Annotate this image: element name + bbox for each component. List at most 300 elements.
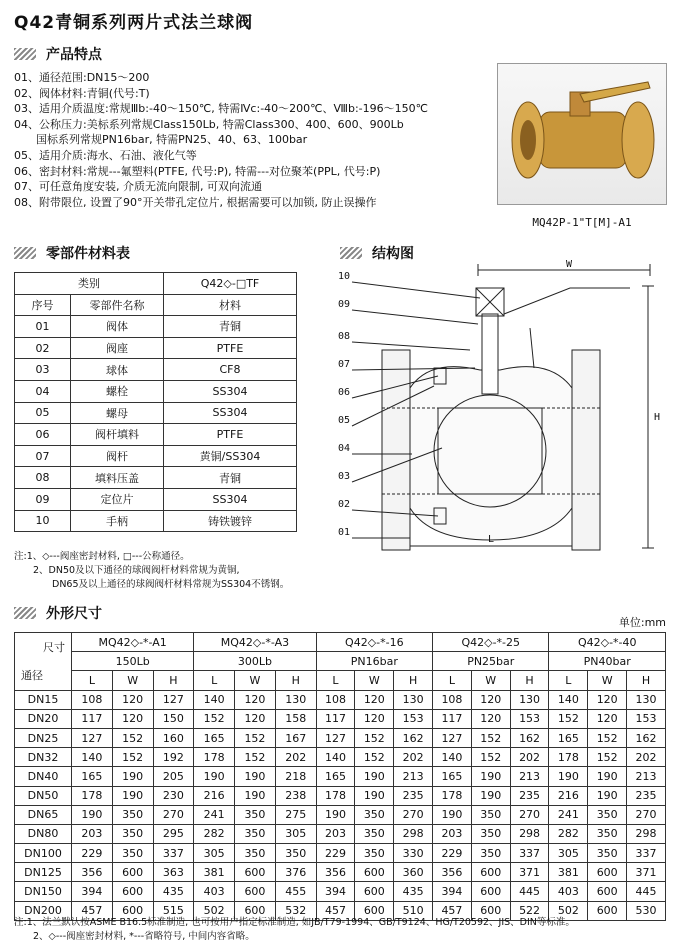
dimension-cell: 394 bbox=[72, 882, 113, 901]
dimension-cell: 190 bbox=[72, 805, 113, 824]
dimension-cell: 235 bbox=[510, 786, 549, 805]
dimension-cell: 350 bbox=[355, 824, 394, 843]
dimension-cell: 178 bbox=[72, 786, 113, 805]
dimension-cell: 295 bbox=[153, 824, 194, 843]
dimension-cell: 270 bbox=[510, 805, 549, 824]
corner-bottom-label: 通径 bbox=[21, 669, 43, 683]
dims-corner-cell bbox=[15, 633, 72, 691]
dimension-cell: 108 bbox=[433, 690, 472, 709]
dimension-cell: 350 bbox=[588, 805, 627, 824]
dimension-cell: 120 bbox=[112, 709, 153, 728]
dimension-cell: 140 bbox=[433, 748, 472, 767]
dimension-cell: 600 bbox=[112, 863, 153, 882]
parts-row bbox=[15, 380, 297, 402]
nominal-size-cell: DN25 bbox=[15, 728, 72, 747]
dimension-notes bbox=[14, 916, 575, 944]
model-code-header: Q42◇-*-25 bbox=[433, 633, 549, 652]
parts-header-model: Q42◇-□TF bbox=[164, 273, 297, 295]
parts-cell: 05 bbox=[15, 402, 71, 424]
dimension-cell: 202 bbox=[394, 748, 433, 767]
dimension-cell: 532 bbox=[275, 901, 316, 920]
dimension-cell: 120 bbox=[112, 690, 153, 709]
parts-cell: CF8 bbox=[164, 359, 297, 381]
dimension-cell: 202 bbox=[275, 748, 316, 767]
dimension-cell: 457 bbox=[72, 901, 113, 920]
dimension-cell: 152 bbox=[471, 728, 510, 747]
page-title: Q42青铜系列两片式法兰球阀 bbox=[14, 13, 254, 33]
note-line: 注:1、法兰默认按ASME B16.5标准制造, 也可按用户指定标准制造, 如JB/T79-1994、GB/T9124、HG/T20592、JIS、DIN等标准。 bbox=[14, 917, 575, 928]
dimension-cell: 162 bbox=[510, 728, 549, 747]
dimension-cell: 203 bbox=[72, 824, 113, 843]
dimension-cell: 192 bbox=[153, 748, 194, 767]
dimension-cell: 356 bbox=[316, 863, 355, 882]
dimension-cell: 153 bbox=[510, 709, 549, 728]
dimension-cell: 165 bbox=[316, 767, 355, 786]
feature-item: 06、密封材料:常规---氟塑料(PTFE, 代号:P), 特需---对位聚苯(PPL, 代号:P) bbox=[14, 164, 381, 178]
parts-table bbox=[14, 272, 297, 532]
dimension-cell: 120 bbox=[355, 690, 394, 709]
dim-sub-header: L bbox=[549, 671, 588, 690]
section-structure-title: 结构图 bbox=[372, 246, 414, 262]
nominal-size-cell: DN50 bbox=[15, 786, 72, 805]
nominal-size-cell: DN125 bbox=[15, 863, 72, 882]
section-features bbox=[14, 44, 102, 64]
dimension-cell: 600 bbox=[355, 882, 394, 901]
parts-cell: 手柄 bbox=[71, 510, 164, 532]
dimension-cell: 381 bbox=[549, 863, 588, 882]
dim-sub-header: L bbox=[72, 671, 113, 690]
dimension-cell: 600 bbox=[471, 882, 510, 901]
dimension-cell: 600 bbox=[471, 901, 510, 920]
dimension-cell: 350 bbox=[471, 844, 510, 863]
dimension-cell: 152 bbox=[588, 728, 627, 747]
dimension-cell: 140 bbox=[549, 690, 588, 709]
model-code-header: Q42◇-*-16 bbox=[316, 633, 432, 652]
section-features-title: 产品特点 bbox=[46, 47, 102, 63]
dimension-cell: 190 bbox=[112, 786, 153, 805]
dimension-cell: 153 bbox=[627, 709, 666, 728]
dimension-cell: 190 bbox=[549, 767, 588, 786]
dimension-cell: 152 bbox=[112, 728, 153, 747]
dimension-cell: 158 bbox=[275, 709, 316, 728]
dim-sub-header: H bbox=[275, 671, 316, 690]
dim-sub-header: L bbox=[433, 671, 472, 690]
dimension-cell: 502 bbox=[194, 901, 235, 920]
unit-label: 单位:mm bbox=[618, 616, 666, 629]
dim-sub-header: L bbox=[194, 671, 235, 690]
dimension-cell: 152 bbox=[235, 728, 276, 747]
dimension-cell: 350 bbox=[235, 805, 276, 824]
nominal-size-cell: DN150 bbox=[15, 882, 72, 901]
dimension-cell: 152 bbox=[471, 748, 510, 767]
parts-cell: SS304 bbox=[164, 380, 297, 402]
dimension-cell: 178 bbox=[549, 748, 588, 767]
dim-sub-header: H bbox=[510, 671, 549, 690]
dimension-cell: 140 bbox=[194, 690, 235, 709]
dimension-cell: 298 bbox=[627, 824, 666, 843]
photo-caption: MQ42P-1"T[M]-A1 bbox=[532, 216, 632, 229]
dims-row bbox=[15, 728, 666, 747]
dimension-cell: 190 bbox=[588, 767, 627, 786]
dimension-cell: 600 bbox=[112, 882, 153, 901]
dimension-cell: 229 bbox=[72, 844, 113, 863]
parts-cell: 螺母 bbox=[71, 402, 164, 424]
dimension-cell: 190 bbox=[112, 767, 153, 786]
parts-header-category: 类别 bbox=[15, 273, 164, 295]
dimension-cell: 394 bbox=[316, 882, 355, 901]
dimension-cell: 600 bbox=[588, 901, 627, 920]
dimension-cell: 108 bbox=[72, 690, 113, 709]
dimension-cell: 205 bbox=[153, 767, 194, 786]
dims-row bbox=[15, 709, 666, 728]
ball-valve-image bbox=[498, 64, 666, 204]
dimension-cell: 350 bbox=[112, 805, 153, 824]
dimension-cell: 337 bbox=[510, 844, 549, 863]
dims-row bbox=[15, 882, 666, 901]
dimension-cell: 600 bbox=[471, 863, 510, 882]
dimension-cell: 371 bbox=[510, 863, 549, 882]
dimension-cell: 165 bbox=[433, 767, 472, 786]
feature-item: 02、阀体材料:青铜(代号:T) bbox=[14, 86, 150, 100]
parts-col-name: 零部件名称 bbox=[71, 294, 164, 316]
dimension-cell: 178 bbox=[194, 748, 235, 767]
dimension-cell: 130 bbox=[394, 690, 433, 709]
dimension-cell: 363 bbox=[153, 863, 194, 882]
model-rating-header: PN40bar bbox=[549, 652, 666, 671]
parts-cell: 螺栓 bbox=[71, 380, 164, 402]
parts-row bbox=[15, 424, 297, 446]
dimension-cell: 522 bbox=[510, 901, 549, 920]
dimension-cell: 350 bbox=[355, 805, 394, 824]
parts-col-material: 材料 bbox=[164, 294, 297, 316]
dimension-cell: 117 bbox=[72, 709, 113, 728]
dim-w-label: W bbox=[566, 259, 573, 270]
dim-l-label: L bbox=[488, 534, 495, 545]
dimension-cell: 282 bbox=[194, 824, 235, 843]
dimension-cell: 381 bbox=[194, 863, 235, 882]
callout-06: 06 bbox=[338, 387, 351, 398]
dims-row bbox=[15, 824, 666, 843]
dimension-cell: 152 bbox=[549, 709, 588, 728]
dimension-cell: 337 bbox=[153, 844, 194, 863]
dimension-cell: 150 bbox=[153, 709, 194, 728]
feature-item: 04、公称压力:美标系列常规Class150Lb, 特需Class300、400、600、900Lb bbox=[14, 117, 404, 131]
parts-cell: 球体 bbox=[71, 359, 164, 381]
model-rating-header: 150Lb bbox=[72, 652, 194, 671]
dimension-cell: 130 bbox=[510, 690, 549, 709]
dimension-cell: 190 bbox=[316, 805, 355, 824]
dimension-cell: 152 bbox=[355, 748, 394, 767]
nominal-size-cell: DN100 bbox=[15, 844, 72, 863]
parts-notes bbox=[14, 550, 289, 592]
parts-cell: 定位片 bbox=[71, 488, 164, 510]
dimension-cell: 235 bbox=[394, 786, 433, 805]
callout-10: 10 bbox=[338, 271, 351, 282]
dimension-cell: 371 bbox=[627, 863, 666, 882]
dimension-cell: 160 bbox=[153, 728, 194, 747]
model-code-header: Q42◇-*-40 bbox=[549, 633, 666, 652]
dimension-cell: 120 bbox=[235, 690, 276, 709]
model-rating-header: PN16bar bbox=[316, 652, 432, 671]
dimension-cell: 130 bbox=[627, 690, 666, 709]
dimension-cell: 394 bbox=[433, 882, 472, 901]
parts-cell: 02 bbox=[15, 337, 71, 359]
model-code-header: MQ42◇-*-A1 bbox=[72, 633, 194, 652]
section-parts-title: 零部件材料表 bbox=[46, 246, 130, 262]
parts-cell: 08 bbox=[15, 467, 71, 489]
dimensions-table bbox=[14, 632, 666, 921]
dimension-cell: 165 bbox=[549, 728, 588, 747]
dimension-cell: 167 bbox=[275, 728, 316, 747]
parts-cell: PTFE bbox=[164, 424, 297, 446]
dimension-cell: 350 bbox=[112, 824, 153, 843]
parts-cell: 04 bbox=[15, 380, 71, 402]
dim-sub-header: H bbox=[153, 671, 194, 690]
dimension-cell: 350 bbox=[235, 844, 276, 863]
parts-cell: 阀杆 bbox=[71, 445, 164, 467]
dimension-cell: 216 bbox=[549, 786, 588, 805]
dimension-cell: 360 bbox=[394, 863, 433, 882]
dims-row bbox=[15, 844, 666, 863]
note-line: 注:1、◇---阀座密封材料, □---公称通径。 bbox=[14, 551, 190, 562]
dim-h-label: H bbox=[654, 412, 661, 423]
dimension-cell: 165 bbox=[194, 728, 235, 747]
parts-row bbox=[15, 510, 297, 532]
dimension-cell: 457 bbox=[316, 901, 355, 920]
section-parts bbox=[14, 243, 130, 263]
dimension-cell: 178 bbox=[433, 786, 472, 805]
corner-top-label: 尺寸 bbox=[43, 641, 65, 655]
nominal-size-cell: DN80 bbox=[15, 824, 72, 843]
dimension-cell: 337 bbox=[627, 844, 666, 863]
dim-sub-header: W bbox=[588, 671, 627, 690]
feature-item: 08、附带限位, 设置了90°开关带孔定位片, 根据需要可以加锁, 防止误操作 bbox=[14, 195, 377, 209]
dimension-cell: 127 bbox=[316, 728, 355, 747]
parts-cell: 填料压盖 bbox=[71, 467, 164, 489]
dimension-cell: 120 bbox=[355, 709, 394, 728]
dimension-cell: 130 bbox=[275, 690, 316, 709]
dimension-cell: 153 bbox=[394, 709, 433, 728]
dimension-cell: 152 bbox=[355, 728, 394, 747]
dimension-cell: 435 bbox=[394, 882, 433, 901]
dimension-cell: 162 bbox=[627, 728, 666, 747]
dimension-cell: 213 bbox=[510, 767, 549, 786]
dimension-cell: 120 bbox=[588, 709, 627, 728]
model-rating-header: 300Lb bbox=[194, 652, 316, 671]
dimension-cell: 600 bbox=[355, 863, 394, 882]
parts-cell: 09 bbox=[15, 488, 71, 510]
dimension-cell: 241 bbox=[549, 805, 588, 824]
callout-08: 08 bbox=[338, 331, 351, 342]
parts-row bbox=[15, 467, 297, 489]
parts-cell: 铸铁镀锌 bbox=[164, 510, 297, 532]
dimension-cell: 282 bbox=[549, 824, 588, 843]
parts-cell: SS304 bbox=[164, 402, 297, 424]
dim-sub-header: L bbox=[316, 671, 355, 690]
dimension-cell: 600 bbox=[235, 863, 276, 882]
parts-row bbox=[15, 488, 297, 510]
note-line: 2、DN50及以下通径的球阀阀杆材料常规为黄铜, bbox=[14, 565, 240, 576]
structure-diagram bbox=[330, 258, 670, 558]
dimension-cell: 330 bbox=[394, 844, 433, 863]
parts-row bbox=[15, 445, 297, 467]
dim-sub-header: W bbox=[355, 671, 394, 690]
dimension-cell: 270 bbox=[394, 805, 433, 824]
dimension-cell: 445 bbox=[510, 882, 549, 901]
dimension-cell: 530 bbox=[627, 901, 666, 920]
dimension-cell: 190 bbox=[355, 767, 394, 786]
nominal-size-cell: DN15 bbox=[15, 690, 72, 709]
dimension-cell: 356 bbox=[433, 863, 472, 882]
dimension-cell: 403 bbox=[194, 882, 235, 901]
product-photo bbox=[497, 63, 667, 205]
callout-04: 04 bbox=[338, 443, 351, 454]
dimension-cell: 216 bbox=[194, 786, 235, 805]
callout-07: 07 bbox=[338, 359, 351, 370]
feature-item: 国标系列常规PN16bar, 特需PN25、40、63、100bar bbox=[14, 133, 308, 147]
dimension-cell: 230 bbox=[153, 786, 194, 805]
dimension-cell: 120 bbox=[471, 709, 510, 728]
dim-sub-header: H bbox=[394, 671, 433, 690]
dimension-cell: 203 bbox=[316, 824, 355, 843]
section-marker-icon bbox=[14, 247, 36, 259]
dimension-cell: 190 bbox=[471, 767, 510, 786]
dimension-cell: 162 bbox=[394, 728, 433, 747]
parts-row bbox=[15, 316, 297, 338]
parts-row bbox=[15, 359, 297, 381]
callout-03: 03 bbox=[338, 471, 351, 482]
dimension-cell: 350 bbox=[588, 844, 627, 863]
dimension-cell: 190 bbox=[194, 767, 235, 786]
parts-col-no: 序号 bbox=[15, 294, 71, 316]
dimension-cell: 270 bbox=[153, 805, 194, 824]
parts-row bbox=[15, 337, 297, 359]
section-marker-icon bbox=[14, 48, 36, 60]
dimension-cell: 140 bbox=[72, 748, 113, 767]
parts-cell: 01 bbox=[15, 316, 71, 338]
dimension-cell: 376 bbox=[275, 863, 316, 882]
dims-row bbox=[15, 748, 666, 767]
dimension-cell: 152 bbox=[194, 709, 235, 728]
dimension-cell: 455 bbox=[275, 882, 316, 901]
parts-cell: 青铜 bbox=[164, 467, 297, 489]
features-list bbox=[14, 70, 428, 210]
parts-cell: 10 bbox=[15, 510, 71, 532]
dimension-cell: 600 bbox=[112, 901, 153, 920]
dims-row bbox=[15, 767, 666, 786]
dimension-cell: 190 bbox=[433, 805, 472, 824]
nominal-size-cell: DN40 bbox=[15, 767, 72, 786]
dimension-cell: 270 bbox=[627, 805, 666, 824]
parts-cell: SS304 bbox=[164, 488, 297, 510]
dim-sub-header: W bbox=[112, 671, 153, 690]
parts-cell: 03 bbox=[15, 359, 71, 381]
parts-cell: PTFE bbox=[164, 337, 297, 359]
dimension-cell: 298 bbox=[510, 824, 549, 843]
dimension-cell: 305 bbox=[194, 844, 235, 863]
dimension-cell: 152 bbox=[235, 748, 276, 767]
dimension-cell: 510 bbox=[394, 901, 433, 920]
dimension-cell: 190 bbox=[471, 786, 510, 805]
dimension-cell: 218 bbox=[275, 767, 316, 786]
dimension-cell: 117 bbox=[316, 709, 355, 728]
nominal-size-cell: DN32 bbox=[15, 748, 72, 767]
dimension-cell: 241 bbox=[194, 805, 235, 824]
dimension-cell: 298 bbox=[394, 824, 433, 843]
dims-row bbox=[15, 863, 666, 882]
dimension-cell: 350 bbox=[588, 824, 627, 843]
parts-cell: 青铜 bbox=[164, 316, 297, 338]
parts-cell: 07 bbox=[15, 445, 71, 467]
dimension-cell: 120 bbox=[471, 690, 510, 709]
dimension-cell: 600 bbox=[588, 863, 627, 882]
dimension-cell: 275 bbox=[275, 805, 316, 824]
note-line: 2、◇---阀座密封材料, *---省略符号, 中间内容省略。 bbox=[14, 931, 255, 942]
dimension-cell: 305 bbox=[275, 824, 316, 843]
dimension-cell: 203 bbox=[433, 824, 472, 843]
dimension-cell: 600 bbox=[588, 882, 627, 901]
callout-09: 09 bbox=[338, 299, 351, 310]
dimension-cell: 403 bbox=[549, 882, 588, 901]
feature-item: 01、通径范围:DN15～200 bbox=[14, 71, 150, 84]
callout-01: 01 bbox=[338, 527, 351, 538]
dim-sub-header: H bbox=[627, 671, 666, 690]
dimension-cell: 165 bbox=[72, 767, 113, 786]
callout-02: 02 bbox=[338, 499, 351, 510]
dimension-cell: 190 bbox=[235, 786, 276, 805]
model-rating-header: PN25bar bbox=[433, 652, 549, 671]
dimension-cell: 152 bbox=[112, 748, 153, 767]
dimension-cell: 350 bbox=[275, 844, 316, 863]
dim-sub-header: W bbox=[235, 671, 276, 690]
dimension-cell: 178 bbox=[316, 786, 355, 805]
dimension-cell: 127 bbox=[72, 728, 113, 747]
parts-cell: 阀座 bbox=[71, 337, 164, 359]
dimension-cell: 305 bbox=[549, 844, 588, 863]
dimension-cell: 445 bbox=[627, 882, 666, 901]
dimension-cell: 140 bbox=[316, 748, 355, 767]
feature-item: 05、适用介质:海水、石油、液化气等 bbox=[14, 148, 197, 162]
dimension-cell: 108 bbox=[316, 690, 355, 709]
dimension-cell: 502 bbox=[549, 901, 588, 920]
parts-cell: 阀体 bbox=[71, 316, 164, 338]
dims-row bbox=[15, 805, 666, 824]
nominal-size-cell: DN20 bbox=[15, 709, 72, 728]
dimension-cell: 435 bbox=[153, 882, 194, 901]
section-dimensions bbox=[14, 603, 102, 623]
parts-cell: 黄铜/SS304 bbox=[164, 445, 297, 467]
dimension-cell: 350 bbox=[112, 844, 153, 863]
parts-cell: 06 bbox=[15, 424, 71, 446]
section-dimensions-title: 外形尺寸 bbox=[46, 606, 102, 622]
dimension-cell: 600 bbox=[235, 901, 276, 920]
nominal-size-cell: DN200 bbox=[15, 901, 72, 920]
parts-row bbox=[15, 402, 297, 424]
parts-cell: 阀杆填料 bbox=[71, 424, 164, 446]
nominal-size-cell: DN65 bbox=[15, 805, 72, 824]
dimension-cell: 127 bbox=[433, 728, 472, 747]
dimension-cell: 152 bbox=[588, 748, 627, 767]
dimension-cell: 350 bbox=[355, 844, 394, 863]
dim-sub-header: W bbox=[471, 671, 510, 690]
model-code-header: MQ42◇-*-A3 bbox=[194, 633, 316, 652]
dimension-cell: 457 bbox=[433, 901, 472, 920]
dimension-cell: 515 bbox=[153, 901, 194, 920]
dimension-cell: 213 bbox=[627, 767, 666, 786]
callout-05: 05 bbox=[338, 415, 351, 426]
dimension-cell: 120 bbox=[588, 690, 627, 709]
dimension-cell: 202 bbox=[510, 748, 549, 767]
